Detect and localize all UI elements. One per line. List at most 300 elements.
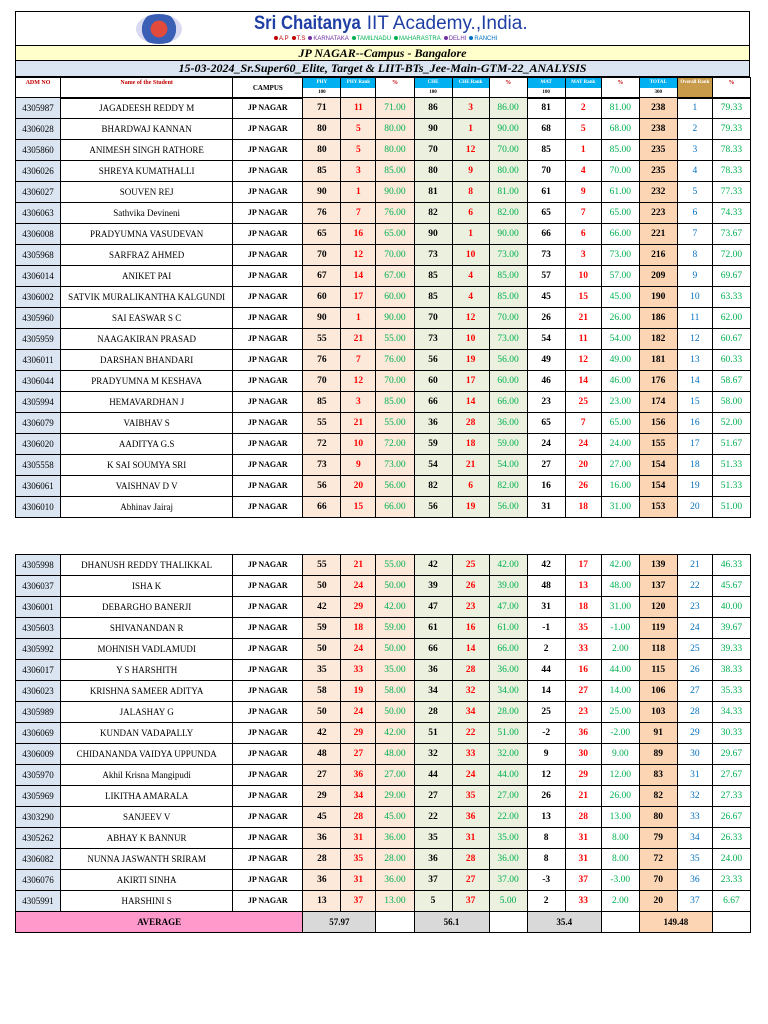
cell-total: 89 [639, 744, 677, 765]
cell-che-rank: 28 [452, 849, 489, 870]
cell-final-pct: 79.33 [712, 119, 750, 140]
cell-mat-rank: 14 [565, 371, 601, 392]
cell-campus: JP NAGAR [233, 455, 303, 476]
cell-che-pct: 70.00 [489, 140, 527, 161]
cell-phy-pct: 60.00 [376, 287, 414, 308]
table-row [16, 413, 751, 434]
cell-campus: JP NAGAR [233, 723, 303, 744]
cell-mat-pct: 68.00 [601, 119, 639, 140]
cell-phy-pct: 36.00 [376, 870, 414, 891]
cell-che-marks: 60 [414, 371, 452, 392]
cell-campus: JP NAGAR [233, 371, 303, 392]
cell-campus: JP NAGAR [233, 245, 303, 266]
cell-mat-marks: 26 [527, 308, 565, 329]
cell-mat-marks: 70 [527, 161, 565, 182]
cell-final-pct: 6.67 [712, 891, 750, 912]
cell-student-name: PRADYUMNA VASUDEVAN [61, 224, 233, 245]
cell-overall-rank: 17 [677, 434, 712, 455]
cell-adm-no: 4306014 [16, 266, 61, 287]
cell-che-pct: 73.00 [489, 329, 527, 350]
cell-total: 238 [639, 98, 677, 119]
cell-mat-rank: 27 [565, 681, 601, 702]
cell-overall-rank: 3 [677, 140, 712, 161]
cell-overall-rank: 27 [677, 681, 712, 702]
cell-mat-pct: 8.00 [601, 849, 639, 870]
col-mat-pct: % [601, 78, 639, 99]
cell-phy-rank: 31 [341, 828, 376, 849]
cell-mat-rank: 12 [565, 350, 601, 371]
cell-campus: JP NAGAR [233, 476, 303, 497]
cell-mat-marks: 12 [527, 765, 565, 786]
cell-campus: JP NAGAR [233, 891, 303, 912]
cell-student-name: ISHA K [61, 576, 233, 597]
cell-campus: JP NAGAR [233, 413, 303, 434]
cell-campus: JP NAGAR [233, 203, 303, 224]
cell-phy-rank: 19 [341, 681, 376, 702]
cell-che-marks: 85 [414, 266, 452, 287]
cell-final-pct: 23.33 [712, 870, 750, 891]
state-item: TAMILNADU [352, 36, 391, 42]
cell-adm-no: 4305989 [16, 702, 61, 723]
cell-total: 106 [639, 681, 677, 702]
cell-phy-pct: 85.00 [376, 161, 414, 182]
cell-phy-pct: 55.00 [376, 329, 414, 350]
cell-mat-marks: 85 [527, 140, 565, 161]
cell-total: 115 [639, 660, 677, 681]
cell-total: 20 [639, 891, 677, 912]
cell-mat-pct: 26.00 [601, 308, 639, 329]
cell-phy-pct: 71.00 [376, 98, 414, 119]
cell-final-pct: 77.33 [712, 182, 750, 203]
cell-student-name: JAGADEESH REDDY M [61, 98, 233, 119]
cell-mat-rank: 24 [565, 434, 601, 455]
state-dot-icon [444, 36, 448, 40]
table-row [16, 161, 751, 182]
cell-student-name: SHREYA KUMATHALLI [61, 161, 233, 182]
table-row [16, 350, 751, 371]
cell-che-pct: 61.00 [489, 618, 527, 639]
cell-campus: JP NAGAR [233, 497, 303, 518]
cell-mat-marks: 44 [527, 660, 565, 681]
cell-che-pct: 51.00 [489, 723, 527, 744]
cell-adm-no: 4305994 [16, 392, 61, 413]
cell-phy-pct: 55.00 [376, 413, 414, 434]
col-che-pct: % [489, 78, 527, 99]
cell-phy-rank: 29 [341, 597, 376, 618]
table-row [16, 618, 751, 639]
cell-phy-rank: 34 [341, 786, 376, 807]
table-row [16, 765, 751, 786]
cell-overall-rank: 2 [677, 119, 712, 140]
cell-che-pct: 82.00 [489, 203, 527, 224]
cell-che-rank: 1 [452, 224, 489, 245]
cell-total: 139 [639, 555, 677, 576]
cell-mat-marks: 24 [527, 434, 565, 455]
cell-adm-no: 4303290 [16, 807, 61, 828]
table-row [16, 140, 751, 161]
cell-final-pct: 30.33 [712, 723, 750, 744]
cell-total: 155 [639, 434, 677, 455]
cell-che-marks: 47 [414, 597, 452, 618]
cell-total: 190 [639, 287, 677, 308]
cell-campus: JP NAGAR [233, 224, 303, 245]
cell-mat-pct: 54.00 [601, 329, 639, 350]
cell-adm-no: 4305959 [16, 329, 61, 350]
cell-student-name: CHIDANANDA VAIDYA UPPUNDA [61, 744, 233, 765]
cell-overall-rank: 29 [677, 723, 712, 744]
col-che: CHE 100 [414, 78, 452, 99]
cell-mat-rank: 20 [565, 455, 601, 476]
cell-mat-marks: 81 [527, 98, 565, 119]
state-dot-icon [274, 36, 278, 40]
states-list [274, 35, 500, 43]
cell-final-pct: 29.67 [712, 744, 750, 765]
table-row [16, 702, 751, 723]
cell-campus: JP NAGAR [233, 828, 303, 849]
cell-phy-rank: 21 [341, 329, 376, 350]
cell-che-rank: 6 [452, 203, 489, 224]
average-che: 56.1 [414, 912, 489, 933]
cell-che-marks: 51 [414, 723, 452, 744]
cell-mat-rank: 7 [565, 413, 601, 434]
cell-mat-rank: 3 [565, 245, 601, 266]
cell-phy-rank: 36 [341, 765, 376, 786]
cell-phy-rank: 28 [341, 807, 376, 828]
cell-mat-marks: 25 [527, 702, 565, 723]
cell-final-pct: 51.67 [712, 434, 750, 455]
cell-campus: JP NAGAR [233, 786, 303, 807]
cell-phy-marks: 45 [303, 807, 341, 828]
table-row [16, 849, 751, 870]
cell-final-pct: 34.33 [712, 702, 750, 723]
cell-che-pct: 32.00 [489, 744, 527, 765]
cell-mat-marks: 27 [527, 455, 565, 476]
cell-final-pct: 72.00 [712, 245, 750, 266]
cell-student-name: DARSHAN BHANDARI [61, 350, 233, 371]
cell-che-pct: 82.00 [489, 476, 527, 497]
cell-phy-marks: 66 [303, 497, 341, 518]
cell-mat-marks: 42 [527, 555, 565, 576]
cell-mat-marks: -1 [527, 618, 565, 639]
state-item: A.P [274, 36, 289, 42]
col-overall-rank: Overall Rank [677, 78, 712, 99]
cell-phy-marks: 36 [303, 870, 341, 891]
cell-phy-rank: 29 [341, 723, 376, 744]
cell-total: 120 [639, 597, 677, 618]
cell-che-marks: 35 [414, 828, 452, 849]
cell-overall-rank: 18 [677, 455, 712, 476]
cell-adm-no: 4305968 [16, 245, 61, 266]
cell-phy-pct: 65.00 [376, 224, 414, 245]
cell-campus: JP NAGAR [233, 765, 303, 786]
cell-phy-marks: 55 [303, 413, 341, 434]
cell-final-pct: 60.67 [712, 329, 750, 350]
cell-phy-pct: 36.00 [376, 828, 414, 849]
table-row [16, 576, 751, 597]
col-final-pct: % [712, 78, 750, 99]
cell-campus: JP NAGAR [233, 308, 303, 329]
cell-phy-marks: 29 [303, 786, 341, 807]
cell-total: 223 [639, 203, 677, 224]
cell-mat-pct: 24.00 [601, 434, 639, 455]
cell-total: 83 [639, 765, 677, 786]
cell-che-pct: 59.00 [489, 434, 527, 455]
cell-mat-pct: 31.00 [601, 597, 639, 618]
cell-che-pct: 90.00 [489, 119, 527, 140]
cell-phy-marks: 80 [303, 119, 341, 140]
cell-mat-rank: 25 [565, 392, 601, 413]
cell-che-marks: 36 [414, 849, 452, 870]
cell-che-marks: 36 [414, 413, 452, 434]
cell-phy-pct: 50.00 [376, 639, 414, 660]
cell-student-name: MOHNISH VADLAMUDI [61, 639, 233, 660]
cell-che-rank: 17 [452, 371, 489, 392]
cell-mat-marks: 45 [527, 287, 565, 308]
cell-mat-marks: 31 [527, 497, 565, 518]
cell-mat-marks: 14 [527, 681, 565, 702]
average-spacer [376, 912, 414, 933]
state-item: MAHARASTRA [394, 36, 441, 42]
cell-phy-marks: 58 [303, 681, 341, 702]
cell-overall-rank: 34 [677, 828, 712, 849]
cell-phy-rank: 12 [341, 371, 376, 392]
cell-phy-pct: 73.00 [376, 455, 414, 476]
cell-mat-pct: 31.00 [601, 497, 639, 518]
cell-phy-pct: 28.00 [376, 849, 414, 870]
cell-total: 118 [639, 639, 677, 660]
cell-mat-pct: 70.00 [601, 161, 639, 182]
cell-student-name: HARSHINI S [61, 891, 233, 912]
cell-mat-pct: 66.00 [601, 224, 639, 245]
col-student-name: Name of the Student [61, 78, 233, 99]
cell-che-rank: 19 [452, 350, 489, 371]
cell-adm-no: 4306063 [16, 203, 61, 224]
cell-adm-no: 4306020 [16, 434, 61, 455]
col-che-rank: CHE Rank [452, 78, 489, 99]
cell-mat-marks: 16 [527, 476, 565, 497]
cell-total: 186 [639, 308, 677, 329]
cell-student-name: KUNDAN VADAPALLY [61, 723, 233, 744]
cell-che-pct: 56.00 [489, 350, 527, 371]
cell-final-pct: 51.00 [712, 497, 750, 518]
cell-final-pct: 52.00 [712, 413, 750, 434]
cell-che-marks: 34 [414, 681, 452, 702]
cell-phy-rank: 1 [341, 308, 376, 329]
cell-overall-rank: 15 [677, 392, 712, 413]
cell-adm-no: 4306001 [16, 597, 61, 618]
state-dot-icon [308, 36, 312, 40]
cell-adm-no: 4305992 [16, 639, 61, 660]
cell-phy-rank: 27 [341, 744, 376, 765]
cell-adm-no: 4305960 [16, 308, 61, 329]
cell-phy-pct: 45.00 [376, 807, 414, 828]
cell-phy-pct: 90.00 [376, 308, 414, 329]
cell-che-rank: 18 [452, 434, 489, 455]
table-row [16, 203, 751, 224]
cell-phy-marks: 80 [303, 140, 341, 161]
cell-final-pct: 69.67 [712, 266, 750, 287]
cell-mat-rank: 35 [565, 618, 601, 639]
cell-phy-marks: 70 [303, 371, 341, 392]
cell-mat-rank: 21 [565, 786, 601, 807]
cell-che-rank: 31 [452, 828, 489, 849]
cell-adm-no: 4306076 [16, 870, 61, 891]
table-row [16, 891, 751, 912]
cell-phy-pct: 66.00 [376, 497, 414, 518]
cell-mat-rank: 33 [565, 891, 601, 912]
cell-mat-marks: 8 [527, 849, 565, 870]
cell-mat-marks: 65 [527, 203, 565, 224]
table-row [16, 597, 751, 618]
cell-final-pct: 38.33 [712, 660, 750, 681]
cell-adm-no: 4306027 [16, 182, 61, 203]
cell-che-marks: 36 [414, 660, 452, 681]
cell-campus: JP NAGAR [233, 98, 303, 119]
cell-campus: JP NAGAR [233, 161, 303, 182]
cell-adm-no: 4305969 [16, 786, 61, 807]
results-table-header [15, 77, 751, 99]
results-table-bottom [15, 554, 751, 933]
cell-student-name: SARFRAZ AHMED [61, 245, 233, 266]
cell-che-pct: 34.00 [489, 681, 527, 702]
cell-student-name: NUNNA JASWANTH SRIRAM [61, 849, 233, 870]
cell-total: 70 [639, 870, 677, 891]
cell-campus: JP NAGAR [233, 555, 303, 576]
cell-che-pct: 56.00 [489, 497, 527, 518]
cell-mat-rank: 30 [565, 744, 601, 765]
cell-che-marks: 39 [414, 576, 452, 597]
cell-adm-no: 4306010 [16, 497, 61, 518]
cell-student-name: Y S HARSHITH [61, 660, 233, 681]
cell-total: 181 [639, 350, 677, 371]
col-mat: MAT 100 [527, 78, 565, 99]
cell-mat-rank: 6 [565, 224, 601, 245]
cell-total: 137 [639, 576, 677, 597]
cell-total: 80 [639, 807, 677, 828]
cell-che-rank: 35 [452, 786, 489, 807]
cell-overall-rank: 28 [677, 702, 712, 723]
cell-overall-rank: 37 [677, 891, 712, 912]
cell-mat-rank: 13 [565, 576, 601, 597]
cell-overall-rank: 10 [677, 287, 712, 308]
cell-mat-marks: 2 [527, 639, 565, 660]
cell-phy-marks: 76 [303, 203, 341, 224]
cell-phy-pct: 48.00 [376, 744, 414, 765]
table-row [16, 723, 751, 744]
cell-total: 235 [639, 140, 677, 161]
cell-phy-rank: 17 [341, 287, 376, 308]
table-row [16, 555, 751, 576]
cell-che-rank: 10 [452, 245, 489, 266]
table-row [16, 371, 751, 392]
cell-che-pct: 47.00 [489, 597, 527, 618]
cell-mat-marks: 23 [527, 392, 565, 413]
cell-mat-rank: 26 [565, 476, 601, 497]
cell-che-marks: 82 [414, 476, 452, 497]
cell-mat-rank: 9 [565, 182, 601, 203]
cell-che-rank: 34 [452, 702, 489, 723]
cell-total: 216 [639, 245, 677, 266]
table-row [16, 786, 751, 807]
table-row [16, 497, 751, 518]
cell-che-marks: 61 [414, 618, 452, 639]
cell-campus: JP NAGAR [233, 576, 303, 597]
cell-phy-rank: 33 [341, 660, 376, 681]
cell-final-pct: 45.67 [712, 576, 750, 597]
cell-mat-pct: 65.00 [601, 413, 639, 434]
cell-overall-rank: 26 [677, 660, 712, 681]
cell-student-name: SANJEEV V [61, 807, 233, 828]
cell-phy-marks: 50 [303, 576, 341, 597]
table-row [16, 266, 751, 287]
cell-phy-marks: 72 [303, 434, 341, 455]
table-row [16, 434, 751, 455]
cell-student-name: DEBARGHO BANERJI [61, 597, 233, 618]
cell-phy-marks: 35 [303, 660, 341, 681]
average-spacer [601, 912, 639, 933]
cell-phy-rank: 24 [341, 702, 376, 723]
cell-final-pct: 78.33 [712, 161, 750, 182]
cell-phy-pct: 90.00 [376, 182, 414, 203]
cell-overall-rank: 25 [677, 639, 712, 660]
cell-student-name: SAI EASWAR S C [61, 308, 233, 329]
cell-overall-rank: 9 [677, 266, 712, 287]
table-row [16, 807, 751, 828]
cell-campus: JP NAGAR [233, 434, 303, 455]
cell-mat-pct: 16.00 [601, 476, 639, 497]
cell-che-rank: 26 [452, 576, 489, 597]
cell-final-pct: 60.33 [712, 350, 750, 371]
table-row [16, 870, 751, 891]
cell-overall-rank: 4 [677, 161, 712, 182]
cell-phy-rank: 3 [341, 392, 376, 413]
cell-mat-pct: -3.00 [601, 870, 639, 891]
cell-phy-rank: 3 [341, 161, 376, 182]
cell-che-rank: 4 [452, 266, 489, 287]
cell-mat-marks: 13 [527, 807, 565, 828]
cell-student-name: HEMAVARDHAN J [61, 392, 233, 413]
cell-phy-rank: 21 [341, 555, 376, 576]
col-phy-rank: PHY Rank [341, 78, 376, 99]
cell-total: 176 [639, 371, 677, 392]
cell-che-pct: 36.00 [489, 849, 527, 870]
average-phy: 57.97 [303, 912, 376, 933]
table-row [16, 681, 751, 702]
cell-overall-rank: 21 [677, 555, 712, 576]
cell-mat-pct: 73.00 [601, 245, 639, 266]
cell-phy-marks: 90 [303, 182, 341, 203]
cell-mat-rank: 18 [565, 497, 601, 518]
state-item: KARNATAKA [308, 36, 348, 42]
cell-mat-pct: 13.00 [601, 807, 639, 828]
cell-overall-rank: 1 [677, 98, 712, 119]
cell-phy-pct: 42.00 [376, 597, 414, 618]
cell-mat-rank: 4 [565, 161, 601, 182]
cell-phy-marks: 73 [303, 455, 341, 476]
cell-phy-marks: 42 [303, 723, 341, 744]
state-dot-icon [394, 36, 398, 40]
cell-mat-pct: 26.00 [601, 786, 639, 807]
cell-phy-marks: 48 [303, 744, 341, 765]
cell-adm-no: 4305987 [16, 98, 61, 119]
cell-che-rank: 37 [452, 891, 489, 912]
cell-student-name: SHIVANANDAN R [61, 618, 233, 639]
cell-che-marks: 59 [414, 434, 452, 455]
cell-final-pct: 58.67 [712, 371, 750, 392]
cell-che-marks: 90 [414, 119, 452, 140]
cell-mat-marks: 73 [527, 245, 565, 266]
cell-adm-no: 4305262 [16, 828, 61, 849]
